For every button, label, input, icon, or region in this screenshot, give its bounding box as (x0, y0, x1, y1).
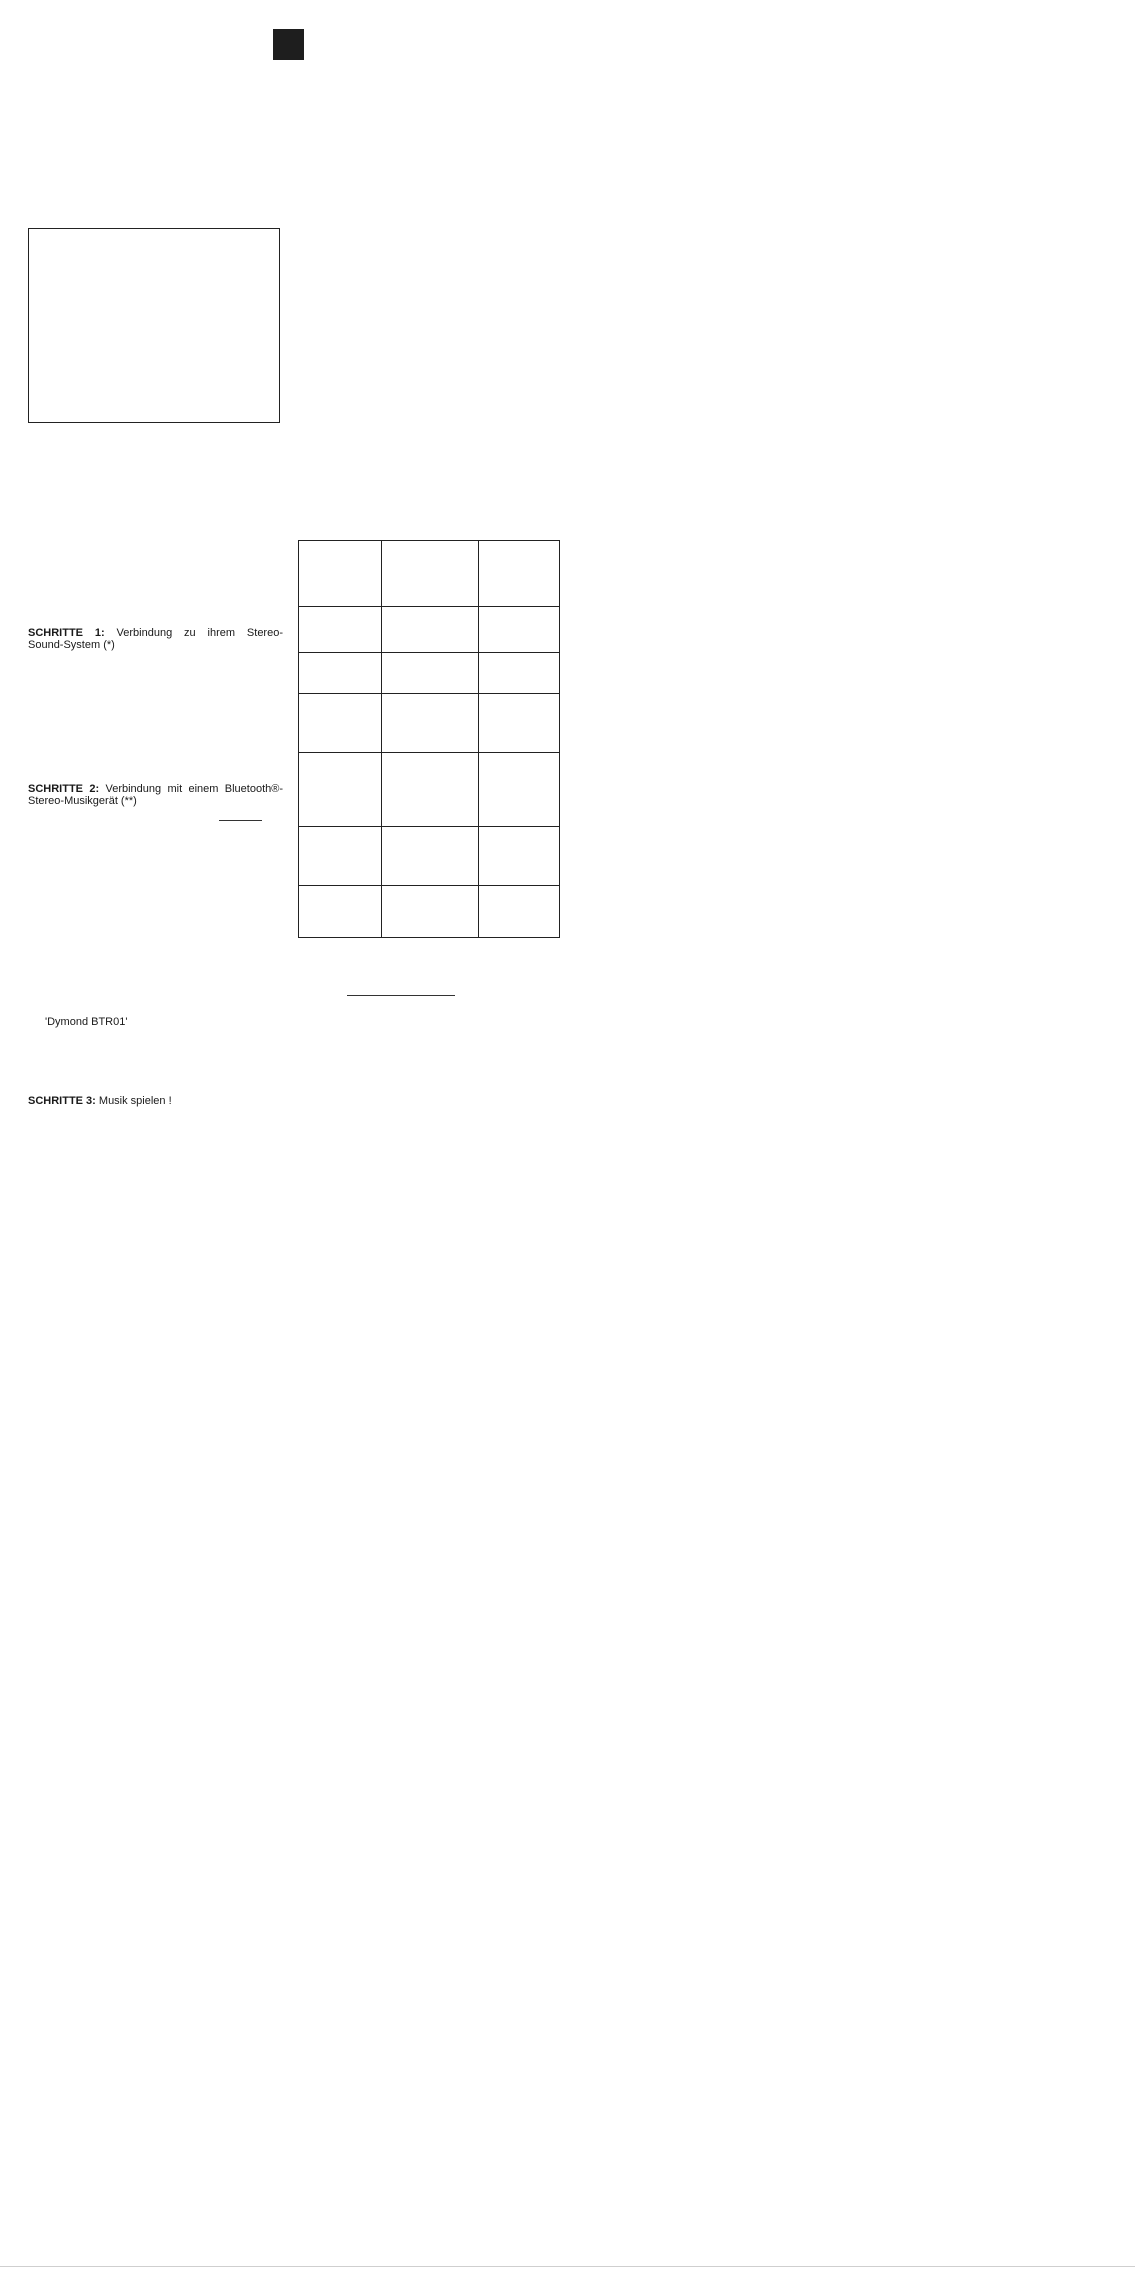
table-col-divider (478, 541, 479, 937)
step2-line1 (28, 783, 283, 795)
step3-label: SCHRITTE 3: (28, 1095, 96, 1107)
step1-line1-text: Verbindung zu ihrem Stereo- (116, 627, 283, 639)
step1-line2: Sound-System (*) (28, 639, 115, 651)
table-row-divider (299, 885, 559, 886)
step2-block (28, 783, 283, 807)
step3-block (28, 1095, 172, 1107)
table-row-divider (299, 826, 559, 827)
step3-text: Musik spielen ! (98, 1095, 172, 1107)
table-row-divider (299, 606, 559, 607)
table-row-divider (299, 752, 559, 753)
step1-label: SCHRITTE 1: (28, 627, 105, 639)
page-bottom-edge (0, 2266, 1135, 2267)
table-footnote-rule (347, 995, 455, 996)
step2-underline (219, 820, 262, 821)
step2-line1-text: Verbindung mit einem Bluetooth®- (105, 783, 284, 795)
table-col-divider (381, 541, 382, 937)
page-marker-square (273, 29, 304, 60)
step2-label: SCHRITTE 2: (28, 783, 100, 795)
table-row-divider (299, 693, 559, 694)
step2-line2: Stereo-Musikgerät (**) (28, 795, 137, 807)
step1-block (28, 627, 283, 651)
spec-table (298, 540, 560, 938)
step1-line1 (28, 627, 283, 639)
device-name: 'Dymond BTR01' (45, 1016, 128, 1028)
illustration-frame (28, 228, 280, 423)
table-row-divider (299, 652, 559, 653)
